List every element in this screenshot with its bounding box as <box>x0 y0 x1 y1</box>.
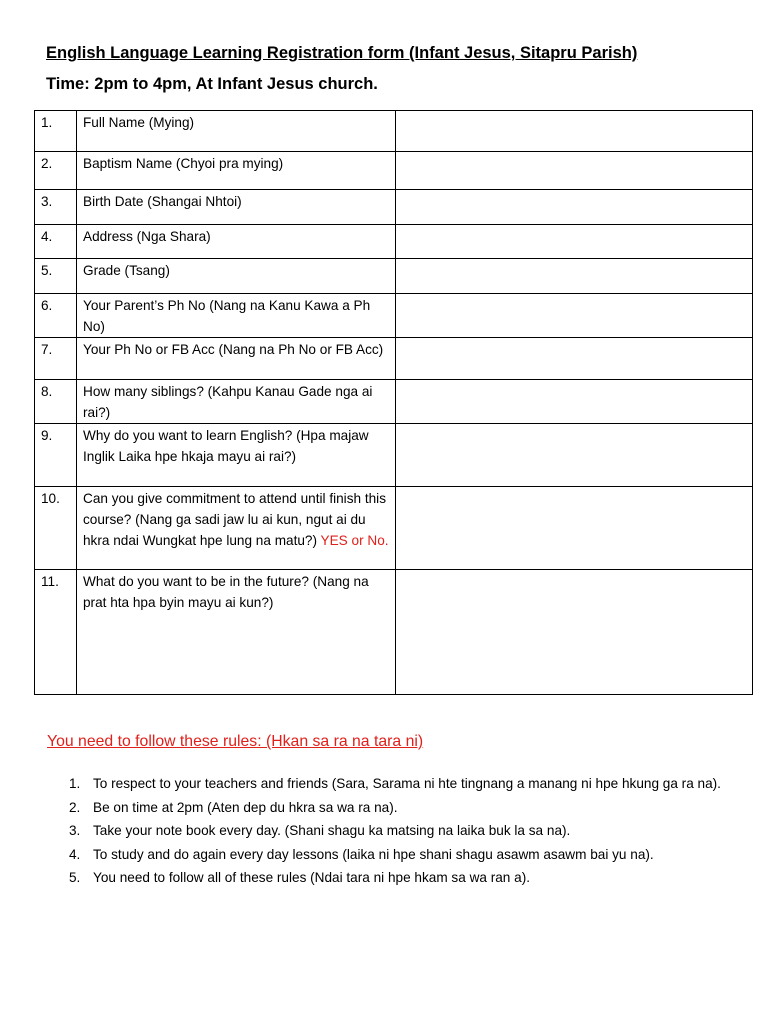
rules-list <box>64 772 734 890</box>
row-label: How many siblings? (Kahpu Kanau Gade nga ai rai?) <box>77 380 396 424</box>
list-item <box>64 772 734 796</box>
answer-field[interactable] <box>396 190 753 225</box>
rule-text: To respect to your teachers and friends (Sara, Sarama ni hte tingnang a manang ni hpe hkung ga ra na). <box>93 776 721 791</box>
form-subtitle: Time: 2pm to 4pm, At Infant Jesus church. <box>46 75 378 93</box>
row-number: 9. <box>35 424 77 487</box>
row-label: Address (Nga Shara) <box>77 225 396 259</box>
row-number: 5. <box>35 259 77 294</box>
rule-number: 1. <box>69 776 81 791</box>
table-row <box>35 225 753 259</box>
row-number: 8. <box>35 380 77 424</box>
form-title: English Language Learning Registration form (Infant Jesus, Sitapru Parish) <box>46 44 638 62</box>
answer-field[interactable] <box>396 570 753 695</box>
row-label: Your Parent’s Ph No (Nang na Kanu Kawa a Ph No) <box>77 294 396 338</box>
registration-table <box>34 110 753 695</box>
row-label: What do you want to be in the future? (Nang na prat hta hpa byin mayu ai kun?) <box>77 570 396 695</box>
rule-number: 4. <box>69 846 81 862</box>
row-number: 6. <box>35 294 77 338</box>
table-row <box>35 152 753 190</box>
rule-text: Be on time at 2pm (Aten dep du hkra sa wa ra na). <box>93 799 398 815</box>
answer-field[interactable] <box>396 487 753 570</box>
table-row <box>35 294 753 338</box>
table-row <box>35 259 753 294</box>
answer-field[interactable] <box>396 338 753 380</box>
row-number: 3. <box>35 190 77 225</box>
table-row <box>35 424 753 487</box>
rule-text: To study and do again every day lessons (laika ni hpe shani shagu asawm asawm bai yu na). <box>93 846 654 862</box>
row-label: Your Ph No or FB Acc (Nang na Ph No or FB Acc) <box>77 338 396 380</box>
row-number: 2. <box>35 152 77 190</box>
rule-number: 3. <box>69 823 81 838</box>
row-label: Baptism Name (Chyoi pra mying) <box>77 152 396 190</box>
list-item <box>64 866 734 890</box>
answer-field[interactable] <box>396 152 753 190</box>
row-label: Why do you want to learn English? (Hpa majaw Inglik Laika hpe hkaja mayu ai rai?) <box>77 424 396 487</box>
rule-number: 5. <box>69 870 81 885</box>
answer-field[interactable] <box>396 259 753 294</box>
answer-field[interactable] <box>396 225 753 259</box>
answer-field[interactable] <box>396 380 753 424</box>
row-label-text: Can you give commitment to attend until finish this course? (Nang ga sadi jaw lu ai kun, ngut ai du hkra ndai Wungkat hpe lung na matu?) <box>83 491 386 548</box>
row-number: 1. <box>35 111 77 152</box>
rules-heading: You need to follow these rules: (Hkan sa ra na tara ni) <box>47 733 424 750</box>
row-number: 4. <box>35 225 77 259</box>
table-row <box>35 380 753 424</box>
rule-number: 2. <box>69 799 81 815</box>
list-item <box>64 819 734 843</box>
yes-no-highlight: YES or No. <box>320 532 389 548</box>
list-item <box>64 843 734 867</box>
row-number: 7. <box>35 338 77 380</box>
row-number: 11. <box>35 570 77 695</box>
table-row <box>35 190 753 225</box>
rule-text: Take your note book every day. (Shani shagu ka matsing na laika buk la sa na). <box>93 823 571 838</box>
row-number: 10. <box>35 487 77 570</box>
row-label: Full Name (Mying) <box>77 111 396 152</box>
table-row <box>35 487 753 570</box>
row-label: Birth Date (Shangai Nhtoi) <box>77 190 396 225</box>
answer-field[interactable] <box>396 424 753 487</box>
list-item <box>64 796 734 820</box>
answer-field[interactable] <box>396 111 753 152</box>
table-row <box>35 111 753 152</box>
table-row <box>35 570 753 695</box>
answer-field[interactable] <box>396 294 753 338</box>
table-row <box>35 338 753 380</box>
row-label: Grade (Tsang) <box>77 259 396 294</box>
rule-text: You need to follow all of these rules (Ndai tara ni hpe hkam sa wa ran a). <box>93 870 531 885</box>
row-label <box>77 487 396 570</box>
